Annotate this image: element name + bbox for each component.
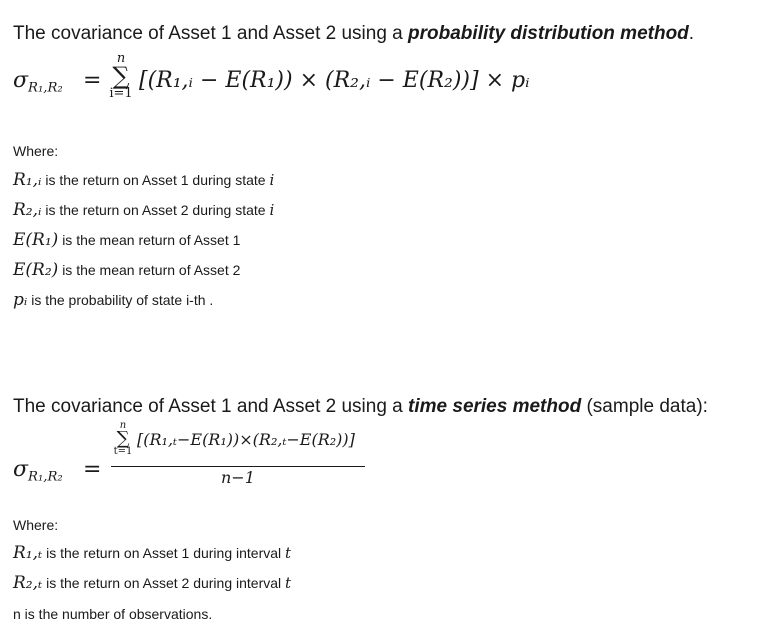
section1-heading-emphasis: probability distribution method <box>408 23 689 44</box>
def-symbol: E(R₁) <box>13 230 59 250</box>
section2-def-3 <box>13 606 212 622</box>
section2-def-2 <box>13 573 291 593</box>
section1-heading-prefix: The covariance of Asset 1 and Asset 2 using a <box>13 23 409 44</box>
def-text: is the return on Asset 1 during state <box>45 172 270 188</box>
section1-sum-upper: n <box>116 51 126 66</box>
def-symbol: E(R₂) <box>13 260 59 280</box>
section2-fraction-bar <box>111 466 365 467</box>
section1-def-4 <box>13 260 240 280</box>
section2-formula <box>13 420 373 494</box>
section2-formula-lhs-sub: R₁,R₂ <box>28 469 63 485</box>
section1-where-label: Where: <box>13 143 59 159</box>
section2-numerator: [(R₁,ₜ−E(R₁))×(R₂,ₜ−E(R₂))] <box>137 430 355 449</box>
section2-heading <box>13 396 708 418</box>
def-var: i <box>269 201 275 219</box>
def-symbol: pᵢ <box>13 290 28 310</box>
section1-def-2 <box>13 200 274 220</box>
def-symbol: R₁,ₜ <box>13 543 43 563</box>
section1-summation <box>108 52 134 101</box>
section1-formula-lhs-sub: R₁,R₂ <box>28 80 63 96</box>
section2-sum-symbol: ∑ <box>116 428 130 449</box>
section2-heading-prefix: The covariance of Asset 1 and Asset 2 using a <box>13 396 409 417</box>
section1-heading <box>13 23 694 45</box>
section1-def-1 <box>13 170 274 190</box>
section1-formula-equals: = <box>83 68 102 93</box>
section2-heading-emphasis: time series method <box>408 396 582 417</box>
def-symbol: R₂,ᵢ <box>13 200 42 220</box>
def-symbol: R₁,ᵢ <box>13 170 42 190</box>
section2-sum-upper: n <box>119 420 127 431</box>
section1-def-3 <box>13 230 240 250</box>
section2-heading-suffix: (sample data): <box>581 396 708 417</box>
def-var: t <box>285 574 292 592</box>
def-text: is the mean return of Asset 1 <box>62 232 241 248</box>
def-text: n is the number of observations. <box>13 606 213 622</box>
def-text: is the probability of state i-th . <box>31 292 214 308</box>
def-symbol: R₂,ₜ <box>13 573 43 593</box>
def-var: i <box>269 171 275 189</box>
section2-denominator: n−1 <box>221 468 255 487</box>
section2-where-label: Where: <box>13 517 59 533</box>
section1-formula-body: [(R₁,ᵢ − E(R₁)) × (R₂,ᵢ − E(R₂))] × pᵢ <box>139 68 530 93</box>
section1-def-5 <box>13 290 213 310</box>
def-text: is the mean return of Asset 2 <box>62 262 241 278</box>
section2-def-1 <box>13 543 291 563</box>
section2-summation <box>113 421 133 457</box>
def-var: t <box>285 544 292 562</box>
section1-sum-lower: i=1 <box>109 86 133 101</box>
section1-heading-suffix: . <box>688 23 695 44</box>
def-text: is the return on Asset 2 during interval <box>46 575 286 591</box>
def-text: is the return on Asset 1 during interval <box>46 545 286 561</box>
section2-sum-lower: t=1 <box>113 446 133 457</box>
section2-formula-equals: = <box>83 457 102 482</box>
section1-formula-lhs: $\sigma_{R_1,R_2}$ <box>13 68 63 96</box>
section1-sum-symbol: ∑ <box>112 62 130 90</box>
section2-formula-lhs: $\sigma_{R_1,R_2}$ <box>13 457 63 485</box>
def-text: is the return on Asset 2 during state <box>45 202 270 218</box>
